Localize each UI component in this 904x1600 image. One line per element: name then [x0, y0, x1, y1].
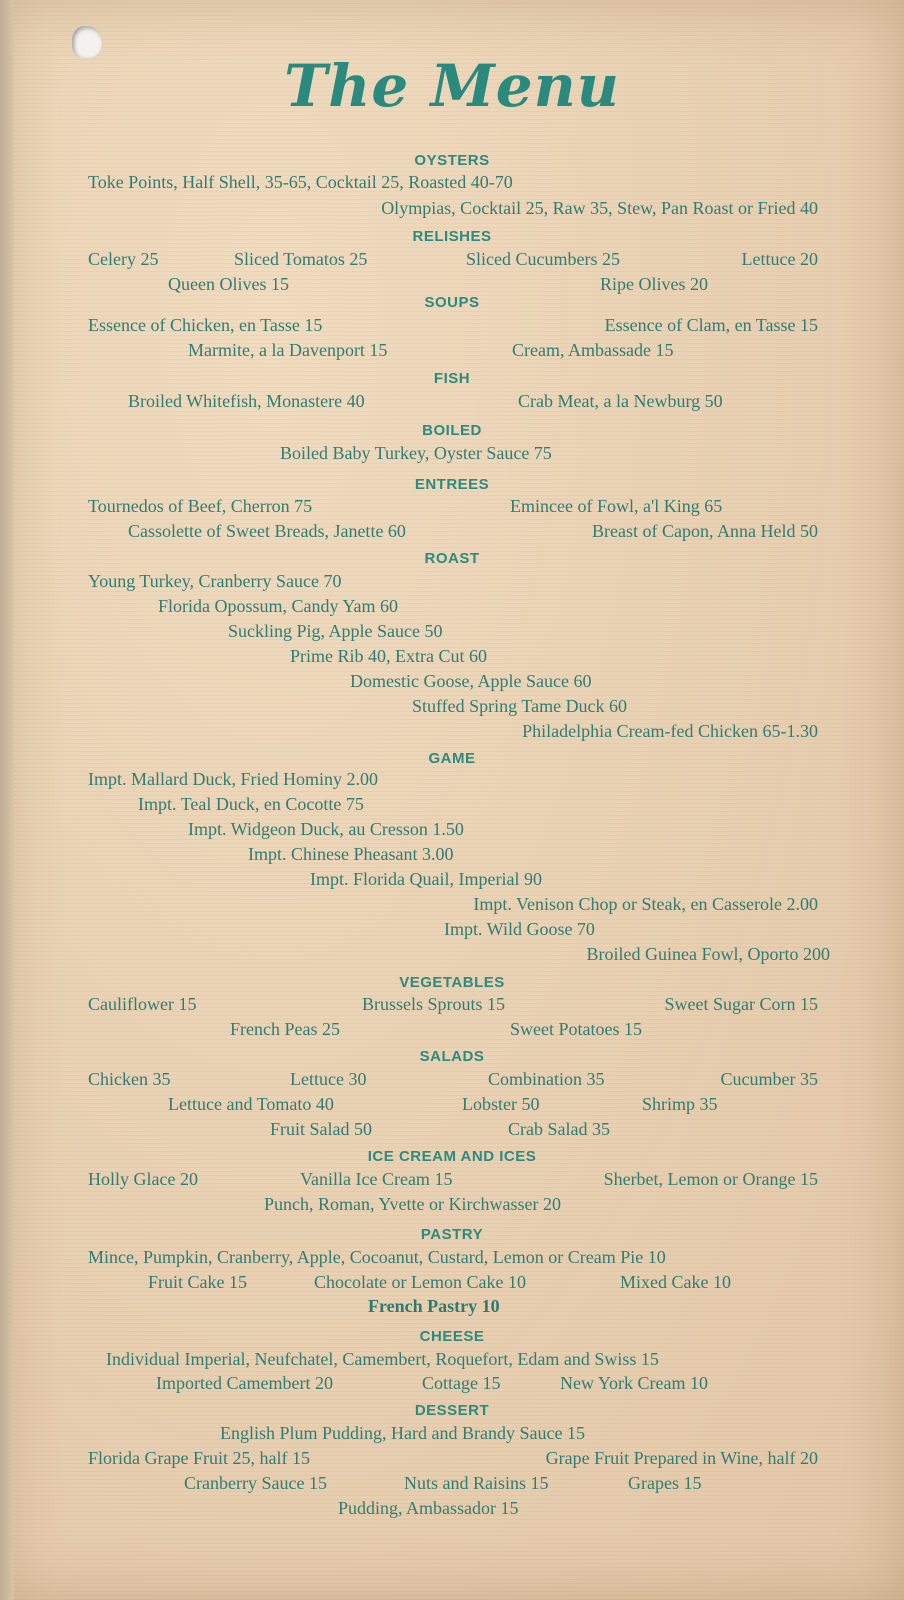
menu-item: Cauliflower 15: [88, 994, 197, 1014]
menu-item: Cucumber 35: [720, 1069, 818, 1089]
section-heading-cheese: CHEESE: [419, 1328, 485, 1345]
menu-item: Holly Glace 20: [88, 1169, 198, 1189]
menu-item: Broiled Guinea Fowl, Oporto 200: [586, 944, 830, 964]
menu-line: [0, 1371, 904, 1395]
menu-item: Cranberry Sauce 15: [184, 1473, 327, 1493]
menu-line: [0, 1245, 904, 1269]
menu-line: [0, 247, 904, 271]
menu-item: Nuts and Raisins 15: [404, 1473, 549, 1493]
menu-item: Celery 25: [88, 249, 159, 269]
menu-item: Pudding, Ambassador 15: [338, 1498, 519, 1518]
menu-line: [0, 792, 904, 816]
menu-item: Sweet Potatoes 15: [510, 1019, 642, 1039]
menu-item: Shrimp 35: [642, 1094, 718, 1114]
menu-item: Impt. Chinese Pheasant 3.00: [248, 844, 454, 864]
section-heading-vegetables: VEGETABLES: [399, 974, 505, 991]
menu-line: [0, 1446, 904, 1470]
section-heading-relishes: RELISHES: [412, 228, 492, 245]
menu-line: [0, 1192, 904, 1216]
menu-line: [0, 313, 904, 337]
menu-line: [0, 1294, 904, 1318]
section-heading-oysters: OYSTERS: [414, 152, 490, 169]
menu-line: [0, 1496, 904, 1520]
menu-item: French Pastry 10: [368, 1296, 500, 1316]
menu-item: Impt. Wild Goose 70: [444, 919, 595, 939]
menu-item: Individual Imperial, Neufchatel, Camembert, Roquefort, Edam and Swiss 15: [106, 1349, 659, 1369]
menu-item: Mince, Pumpkin, Cranberry, Apple, Cocoanut, Custard, Lemon or Cream Pie 10: [88, 1247, 666, 1267]
menu-item: Broiled Whitefish, Monastere 40: [128, 391, 365, 411]
menu-item: Sliced Cucumbers 25: [466, 249, 620, 269]
menu-item: Ripe Olives 20: [600, 274, 708, 294]
menu-item: Queen Olives 15: [168, 274, 289, 294]
menu-item: Fruit Cake 15: [148, 1272, 247, 1292]
section-heading-salads: SALADS: [419, 1048, 485, 1065]
menu-item: Impt. Widgeon Duck, au Cresson 1.50: [188, 819, 464, 839]
menu-item: Chicken 35: [88, 1069, 171, 1089]
menu-item: Impt. Teal Duck, en Cocotte 75: [138, 794, 364, 814]
menu-line: [0, 1270, 904, 1294]
menu-line: [0, 942, 904, 966]
section-heading-game: GAME: [428, 750, 476, 767]
section-heading-ices: ICE CREAM AND ICES: [367, 1148, 537, 1165]
menu-item: Sliced Tomatos 25: [234, 249, 368, 269]
menu-line: [0, 719, 904, 743]
menu-item: Fruit Salad 50: [270, 1119, 372, 1139]
menu-item: Chocolate or Lemon Cake 10: [314, 1272, 526, 1292]
section-heading-dessert: DESSERT: [414, 1402, 490, 1419]
menu-line: [0, 892, 904, 916]
menu-line: [0, 1117, 904, 1141]
menu-line: [0, 1421, 904, 1445]
menu-item: English Plum Pudding, Hard and Brandy Sauce 15: [220, 1423, 585, 1443]
menu-line: [0, 494, 904, 518]
menu-item: Grape Fruit Prepared in Wine, half 20: [545, 1448, 818, 1468]
menu-line: [0, 842, 904, 866]
menu-line: [0, 389, 904, 413]
menu-item: Impt. Mallard Duck, Fried Hominy 2.00: [88, 769, 378, 789]
menu-item: Domestic Goose, Apple Sauce 60: [350, 671, 592, 691]
menu-item: Prime Rib 40, Extra Cut 60: [290, 646, 487, 666]
menu-line: [0, 619, 904, 643]
menu-item: Punch, Roman, Yvette or Kirchwasser 20: [264, 1194, 561, 1214]
menu-item: Sherbet, Lemon or Orange 15: [603, 1169, 818, 1189]
menu-item: Toke Points, Half Shell, 35-65, Cocktail 25, Roasted 40-70: [88, 172, 513, 192]
menu-line: [0, 441, 904, 465]
menu-line: [0, 1347, 904, 1371]
menu-item: Florida Grape Fruit 25, half 15: [88, 1448, 310, 1468]
menu-item: Young Turkey, Cranberry Sauce 70: [88, 571, 342, 591]
menu-item: Breast of Capon, Anna Held 50: [592, 521, 818, 541]
menu-line: [0, 1167, 904, 1191]
menu-item: Combination 35: [488, 1069, 605, 1089]
menu-item: Crab Meat, a la Newburg 50: [518, 391, 723, 411]
menu-line: [0, 1067, 904, 1091]
menu-item: Stuffed Spring Tame Duck 60: [412, 696, 628, 716]
menu-item: Cream, Ambassade 15: [512, 340, 674, 360]
menu-item: Essence of Clam, en Tasse 15: [604, 315, 818, 335]
section-heading-boiled: BOILED: [422, 422, 482, 439]
menu-line: [0, 917, 904, 941]
menu-item: Cassolette of Sweet Breads, Janette 60: [128, 521, 406, 541]
menu-item: Essence of Chicken, en Tasse 15: [88, 315, 323, 335]
menu-item: Impt. Venison Chop or Steak, en Casserole 2.00: [473, 894, 818, 914]
menu-line: [0, 817, 904, 841]
menu-line: [0, 1471, 904, 1495]
menu-line: [0, 992, 904, 1016]
menu-line: [0, 519, 904, 543]
menu-item: Florida Opossum, Candy Yam 60: [158, 596, 399, 616]
menu-item: French Peas 25: [230, 1019, 340, 1039]
menu-item: Imported Camembert 20: [156, 1373, 333, 1393]
menu-item: Lettuce and Tomato 40: [168, 1094, 334, 1114]
menu-item: Lobster 50: [462, 1094, 540, 1114]
menu-item: Crab Salad 35: [508, 1119, 610, 1139]
menu-item: Marmite, a la Davenport 15: [188, 340, 388, 360]
menu-item: Grapes 15: [628, 1473, 702, 1493]
menu-line: [0, 170, 904, 194]
menu-item: Lettuce 20: [741, 249, 818, 269]
section-heading-roast: ROAST: [424, 550, 480, 567]
menu-line: [0, 1017, 904, 1041]
section-heading-pastry: PASTRY: [420, 1226, 484, 1243]
menu-item: Mixed Cake 10: [620, 1272, 731, 1292]
menu-item: Philadelphia Cream-fed Chicken 65-1.30: [522, 721, 818, 741]
section-heading-fish: FISH: [433, 370, 471, 387]
menu-title: The Menu: [284, 52, 620, 120]
menu-item: Lettuce 30: [290, 1069, 367, 1089]
menu-line: [0, 1092, 904, 1116]
menu-item: Vanilla Ice Cream 15: [300, 1169, 453, 1189]
menu-item: Cottage 15: [422, 1373, 501, 1393]
menu-line: [0, 767, 904, 791]
menu-line: [0, 594, 904, 618]
section-heading-entrees: ENTREES: [414, 476, 490, 493]
menu-item: Impt. Florida Quail, Imperial 90: [310, 869, 542, 889]
section-heading-soups: SOUPS: [424, 294, 480, 311]
menu-line: [0, 694, 904, 718]
menu-line: [0, 569, 904, 593]
menu-item: Boiled Baby Turkey, Oyster Sauce 75: [280, 443, 552, 463]
menu-item: New York Cream 10: [560, 1373, 708, 1393]
menu-line: [0, 669, 904, 693]
menu-line: [0, 338, 904, 362]
menu-line: [0, 644, 904, 668]
menu-item: Suckling Pig, Apple Sauce 50: [228, 621, 443, 641]
menu-item: Sweet Sugar Corn 15: [664, 994, 818, 1014]
menu-item: Tournedos of Beef, Cherron 75: [88, 496, 313, 516]
menu-item: Emincee of Fowl, a'l King 65: [510, 496, 723, 516]
menu-line: [0, 196, 904, 220]
menu-item: Olympias, Cocktail 25, Raw 35, Stew, Pan Roast or Fried 40: [381, 198, 818, 218]
menu-line: [0, 867, 904, 891]
menu-item: Brussels Sprouts 15: [362, 994, 506, 1014]
